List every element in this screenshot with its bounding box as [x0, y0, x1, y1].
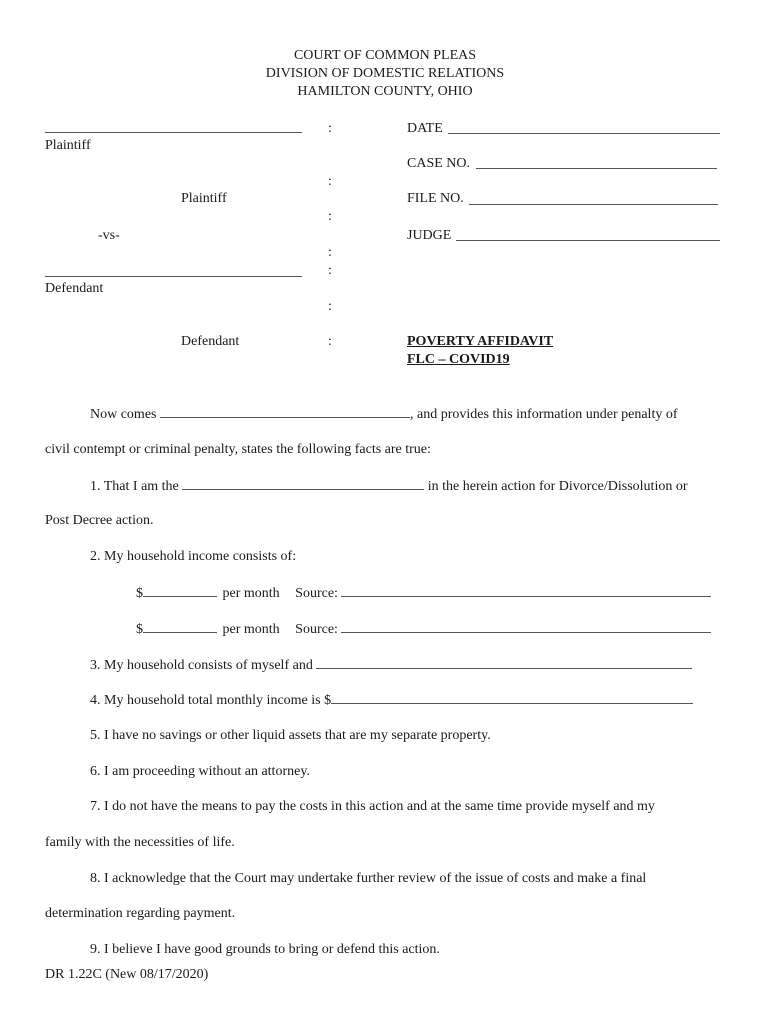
division-name: DIVISION OF DOMESTIC RELATIONS [265, 66, 505, 81]
item-9: 9. I believe I have good grounds to bring or defend this action. [90, 942, 440, 957]
item-1-text: 1. That I am the [90, 479, 179, 494]
caption-colon: : [328, 299, 332, 314]
income-row-1 [136, 584, 711, 603]
form-id: DR 1.22C (New 08/17/2020) [45, 967, 209, 982]
income-source-field-1[interactable] [341, 584, 711, 597]
caption-colon: : [328, 174, 332, 189]
file-no-label: FILE NO. [407, 191, 464, 206]
caption-colon: : [328, 245, 332, 260]
item-3 [90, 656, 692, 675]
item-1-text-cont: in the herein action for Divorce/Dissolution or [427, 479, 688, 494]
item-3-text: 3. My household consists of myself and [90, 658, 313, 673]
date-field[interactable] [448, 133, 720, 134]
caption-colon: : [328, 263, 332, 278]
item-2: 2. My household income consists of: [90, 549, 297, 564]
plaintiff-role-label: Plaintiff [181, 191, 227, 206]
per-month-label: per month [222, 622, 280, 637]
intro-text-cont: , and provides this information under penalty of [410, 407, 678, 422]
per-month-label: per month [222, 586, 280, 601]
defendant-role-label: Defendant [181, 334, 240, 349]
income-row-2 [136, 620, 711, 639]
caption-colon: : [328, 209, 332, 224]
document-subtitle: FLC – COVID19 [407, 352, 510, 367]
item-5: 5. I have no savings or other liquid assets that are my separate property. [90, 728, 491, 743]
item-8-line-2: determination regarding payment. [45, 906, 236, 921]
caption-colon: : [328, 121, 332, 136]
income-source-field-2[interactable] [341, 620, 711, 633]
versus-label: -vs- [98, 228, 120, 243]
caption-colon: : [328, 334, 332, 349]
item-7-line-2: family with the necessities of life. [45, 835, 235, 850]
source-label: Source: [295, 586, 338, 601]
defendant-label: Defendant [45, 281, 104, 296]
item-6: 6. I am proceeding without an attorney. [90, 764, 310, 779]
item-8: 8. I acknowledge that the Court may undertake further review of the issue of costs and make a final [90, 871, 647, 886]
affiant-name-field[interactable] [160, 405, 410, 418]
item-1 [90, 477, 688, 496]
source-label: Source: [295, 622, 338, 637]
plaintiff-label: Plaintiff [45, 138, 91, 153]
income-amount-field-2[interactable] [143, 620, 217, 633]
item-4 [90, 691, 693, 710]
plaintiff-name-line[interactable] [45, 132, 302, 133]
party-role-field[interactable] [182, 477, 424, 490]
item-1-line-2: Post Decree action. [45, 513, 154, 528]
document-title: POVERTY AFFIDAVIT [407, 334, 554, 349]
income-amount-field-1[interactable] [143, 584, 217, 597]
case-no-label: CASE NO. [407, 156, 471, 171]
item-4-text: 4. My household total monthly income is $ [90, 693, 332, 708]
judge-field[interactable] [456, 240, 720, 241]
dollar-sign: $ [136, 586, 143, 601]
total-income-field[interactable] [331, 691, 693, 704]
defendant-name-line[interactable] [45, 276, 302, 277]
dollar-sign: $ [136, 622, 143, 637]
date-label: DATE [407, 121, 443, 136]
case-no-field[interactable] [476, 168, 717, 169]
household-members-field[interactable] [316, 656, 692, 669]
judge-label: JUDGE [407, 228, 452, 243]
intro-line-2: civil contempt or criminal penalty, states the following facts are true: [45, 442, 431, 457]
file-no-field[interactable] [469, 204, 718, 205]
county-name: HAMILTON COUNTY, OHIO [297, 84, 473, 99]
item-7: 7. I do not have the means to pay the costs in this action and at the same time provide myself and my [90, 799, 655, 814]
intro-text: Now comes [90, 407, 157, 422]
court-name: COURT OF COMMON PLEAS [293, 48, 477, 63]
intro-line [90, 405, 678, 424]
